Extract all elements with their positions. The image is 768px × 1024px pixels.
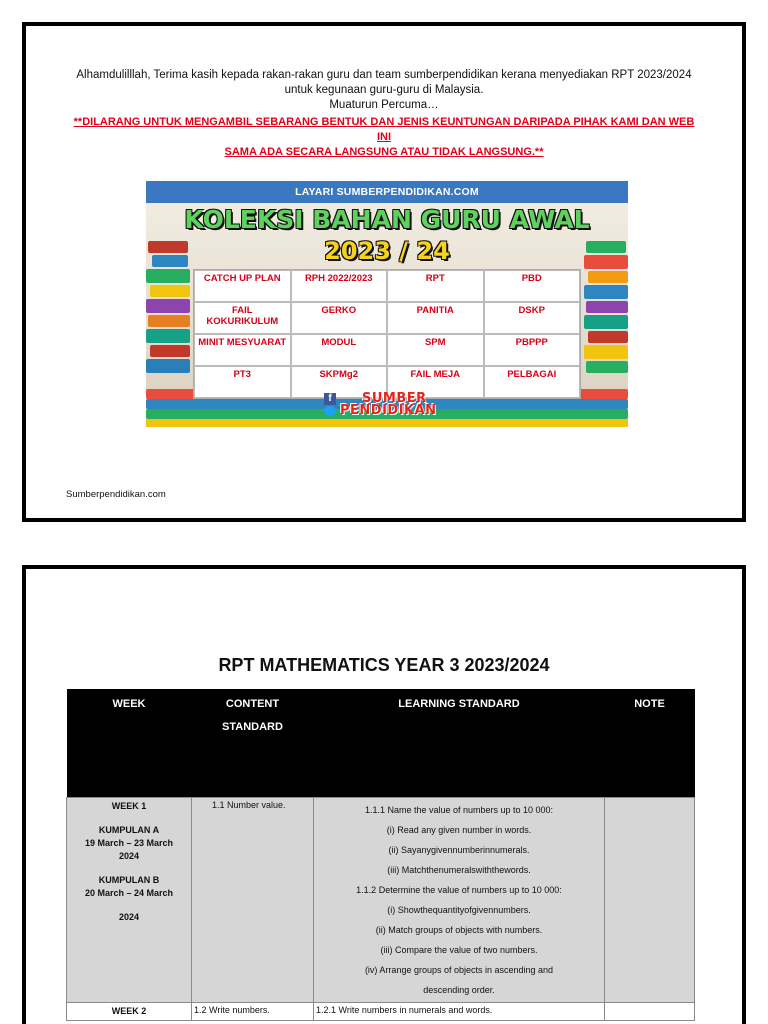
week-label: WEEK 2 — [111, 1005, 147, 1016]
resource-grid — [193, 269, 581, 399]
resource-link[interactable]: PBPPP — [484, 334, 581, 366]
learning-item: (iii) Matchthenumeralswiththewords. — [387, 864, 531, 875]
group-dates: 2024 — [118, 850, 140, 861]
table-row — [67, 797, 695, 1002]
intro-line: Alhamdulilllah, Terima kasih kepada rakan-rakan guru dan team sumberpendidikan kerana menyediakan RPT 2023/2024 — [76, 69, 692, 81]
content-standard-cell: 1.2 Write numbers. — [192, 1002, 314, 1020]
header-label: LEARNING STANDARD — [398, 698, 520, 710]
book-decoration — [146, 269, 190, 283]
rpt-table — [66, 689, 695, 1021]
group-dates: 2024 — [118, 911, 140, 922]
resource-link[interactable]: PANITIA — [387, 302, 484, 334]
week-cell — [67, 1002, 192, 1020]
note-cell — [605, 797, 695, 1002]
book-decoration — [584, 345, 628, 359]
book-decoration — [586, 301, 628, 313]
resource-link[interactable]: MINIT MESYUARAT — [194, 334, 291, 366]
group-label: KUMPULAN B — [98, 874, 160, 885]
book-decoration — [148, 315, 190, 327]
resource-link[interactable]: MODUL — [291, 334, 388, 366]
resource-link[interactable]: PBD — [484, 270, 581, 302]
book-decoration — [588, 331, 628, 343]
rpt-page — [22, 565, 746, 1024]
banner-year: 2023 / 24 — [324, 237, 450, 265]
header-label: WEEK — [112, 698, 146, 710]
intro-line: Muaturun Percuma… — [329, 99, 439, 111]
resource-link[interactable]: RPH 2022/2023 — [291, 270, 388, 302]
learning-item: 1.1.2 Determine the value of numbers up to 10 000: — [356, 884, 562, 895]
note-cell — [605, 1002, 695, 1020]
learning-standard-cell — [314, 797, 605, 1002]
footer-site: Sumberpendidikan.com — [66, 489, 166, 500]
learning-item: (i) Read any given number in words. — [386, 824, 532, 835]
warning-text — [66, 115, 702, 160]
header-label: STANDARD — [222, 721, 283, 733]
intro-text — [26, 68, 742, 113]
learning-item: (iii) Compare the value of two numbers. — [380, 944, 538, 955]
book-decoration — [146, 419, 628, 427]
warning-line: **DILARANG UNTUK MENGAMBIL SEBARANG BENTUK DAN JENIS KEUNTUNGAN DARIPADA PIHAK KAMI DAN WEB INI — [73, 116, 695, 143]
group-dates: 19 March – 23 March — [84, 837, 174, 848]
brand-text: SUMBER — [362, 391, 427, 406]
book-decoration — [150, 285, 190, 297]
warning-line: SAMA ADA SECARA LANGSUNG ATAU TIDAK LANGSUNG.** — [224, 146, 544, 158]
learning-item: descending order. — [423, 984, 495, 995]
table-header-row — [67, 689, 695, 797]
learning-item: (ii) Sayanygivennumberinnumerals. — [388, 844, 530, 855]
resource-link[interactable]: PT3 — [194, 366, 291, 398]
header-learning-standard — [314, 689, 605, 797]
learning-item: (iv) Arrange groups of objects in ascending and — [364, 964, 554, 975]
resource-link[interactable]: CATCH UP PLAN — [194, 270, 291, 302]
header-label: NOTE — [634, 698, 665, 710]
book-decoration — [584, 285, 628, 299]
brand-text: PENDIDIKAN — [340, 403, 437, 418]
resource-link[interactable]: SPM — [387, 334, 484, 366]
promo-banner — [146, 181, 628, 427]
book-decoration — [150, 345, 190, 357]
group-dates: 20 March – 24 March — [84, 887, 174, 898]
group-label: KUMPULAN A — [98, 824, 160, 835]
resource-link[interactable]: SKPMg2 — [291, 366, 388, 398]
resource-link[interactable]: FAIL KOKURIKULUM — [194, 302, 291, 334]
banner-title: KOLEKSI BAHAN GURU AWAL — [184, 205, 590, 234]
content-standard-cell: 1.1 Number value. — [192, 797, 314, 1002]
chat-icon — [324, 406, 336, 416]
brand-logo — [324, 391, 464, 417]
learning-item: (i) Showthequantityofgivennumbers. — [387, 904, 531, 915]
book-decoration — [146, 329, 190, 343]
book-decoration — [584, 315, 628, 329]
book-decoration — [586, 361, 628, 373]
resource-link[interactable]: RPT — [387, 270, 484, 302]
intro-line: untuk kegunaan guru-guru di Malaysia. — [284, 84, 484, 96]
document-title: RPT MATHEMATICS YEAR 3 2023/2024 — [218, 655, 550, 675]
resource-link[interactable]: FAIL MEJA — [387, 366, 484, 398]
learning-item: 1.1.1 Name the value of numbers up to 10 000: — [364, 804, 554, 815]
banner-top-bar: LAYARI SUMBERPENDIDIKAN.COM — [146, 181, 628, 203]
book-decoration — [588, 271, 628, 283]
header-note — [605, 689, 695, 797]
week-cell — [67, 797, 192, 1002]
learning-standard-cell: 1.2.1 Write numbers in numerals and words. — [314, 1002, 605, 1020]
week-label: WEEK 1 — [111, 800, 147, 811]
header-week — [67, 689, 192, 797]
table-row — [67, 1002, 695, 1020]
book-decoration — [146, 299, 190, 313]
facebook-icon: f — [324, 393, 336, 405]
resource-link[interactable]: PELBAGAI — [484, 366, 581, 398]
resource-link[interactable]: DSKP — [484, 302, 581, 334]
resource-link[interactable]: GERKO — [291, 302, 388, 334]
book-decoration — [146, 359, 190, 373]
learning-item: (ii) Match groups of objects with numbers. — [375, 924, 543, 935]
cover-page — [22, 22, 746, 522]
header-content-standard — [192, 689, 314, 797]
header-label: CONTENT — [225, 698, 280, 710]
